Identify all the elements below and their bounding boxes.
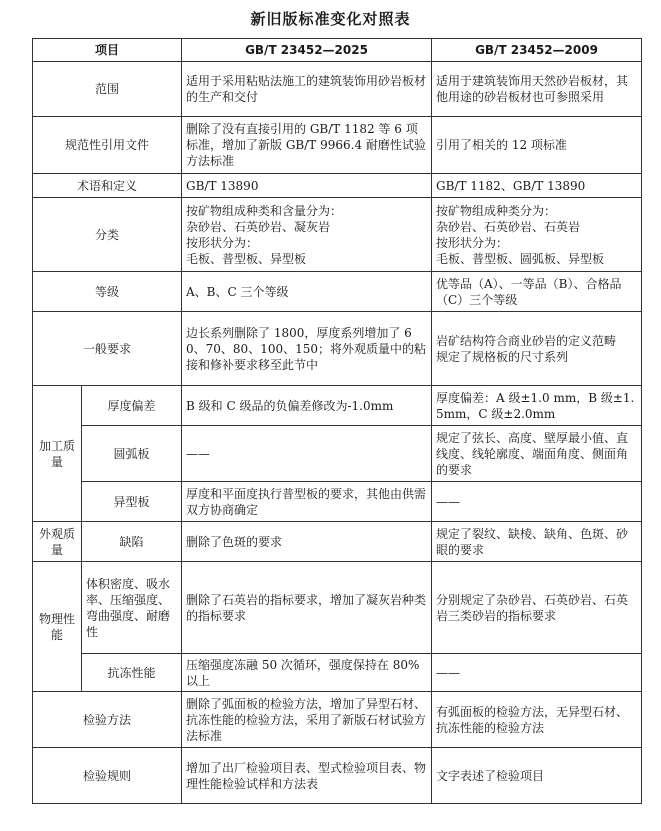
- row-physical-indicators: [33, 562, 642, 654]
- old-standard-cell: 分别规定了杂砂岩、石英砂岩、石英岩三类砂岩的指标要求: [432, 562, 642, 654]
- text-line: 杂砂岩、石英砂岩、凝灰岩: [186, 219, 331, 234]
- text-line: 杂砂岩、石英砂岩、石英岩: [436, 219, 581, 234]
- new-standard-cell: 删除了弧面板的检验方法，增加了异型石材、抗冻性能的检验方法，采用了新版石材试验方法标准: [182, 692, 432, 748]
- row-test-method: [33, 692, 642, 748]
- row-label: 规范性引用文件: [33, 117, 182, 174]
- new-standard-cell: 删除了色斑的要求: [182, 522, 432, 562]
- row-arc-plate: [33, 426, 642, 482]
- old-standard-cell: ——: [432, 654, 642, 692]
- row-scope: [33, 62, 642, 117]
- header-new-standard: GB/T 23452—2025: [182, 39, 432, 62]
- category-processing-quality: 加工质量: [33, 386, 82, 522]
- row-special-shaped-plate: [33, 482, 642, 522]
- text-line: 毛板、普型板、圆弧板、异型板: [436, 251, 605, 266]
- row-label: 范围: [33, 62, 182, 117]
- new-standard-cell: GB/T 13890: [182, 174, 432, 198]
- old-standard-cell: 厚度偏差：A 级±1.0 mm，B 级±1.5mm，C 级±2.0mm: [432, 386, 642, 426]
- category-physical-properties: 物理性能: [33, 562, 82, 692]
- row-defect: [33, 522, 642, 562]
- row-label: 等级: [33, 272, 182, 312]
- header-item: 项目: [33, 39, 182, 62]
- old-standard-cell: ——: [432, 482, 642, 522]
- row-terms: [33, 174, 642, 198]
- text-line: 按矿物组成种类分为：: [436, 203, 557, 218]
- old-standard-cell: 文字表述了检验项目: [432, 748, 642, 804]
- row-grade: [33, 272, 642, 312]
- old-standard-cell: 引用了相关的 12 项标准: [432, 117, 642, 174]
- old-standard-cell: GB/T 1182、GB/T 13890: [432, 174, 642, 198]
- text-line: 毛板、普型板、异型板: [186, 251, 307, 266]
- new-standard-cell: 适用于采用粘贴法施工的建筑装饰用砂岩板材的生产和交付: [182, 62, 432, 117]
- text-line: 按矿物组成种类和含量分为：: [186, 203, 343, 218]
- new-standard-cell: 删除了石英岩的指标要求，增加了凝灰岩种类的指标要求: [182, 562, 432, 654]
- category-appearance-quality: 外观质量: [33, 522, 82, 562]
- document-title: 新旧版标准变化对照表: [250, 10, 411, 28]
- sub-item-label: 体积密度、吸水率、压缩强度、弯曲强度、耐磨性: [82, 562, 182, 654]
- old-standard-cell: 有弧面板的检验方法，无异型石材、抗冻性能的检验方法: [432, 692, 642, 748]
- new-standard-cell: [182, 198, 432, 272]
- sub-item-label: 缺陷: [82, 522, 182, 562]
- text-line: 按形状分为：: [436, 235, 509, 250]
- new-standard-cell: 删除了没有直接引用的 GB/T 1182 等 6 项标准，增加了新版 GB/T 9966.4 耐磨性试验方法标准: [182, 117, 432, 174]
- sub-item-label: 厚度偏差: [82, 386, 182, 426]
- header-old-standard: GB/T 23452—2009: [432, 39, 642, 62]
- comparison-table: [32, 38, 642, 804]
- sub-item-label: 圆弧板: [82, 426, 182, 482]
- row-general-requirements: [33, 312, 642, 386]
- header-row: [33, 39, 642, 62]
- row-label: 检验方法: [33, 692, 182, 748]
- old-standard-cell: 优等品（A）、一等品（B）、合格品（C）三个等级: [432, 272, 642, 312]
- new-standard-cell: ——: [182, 426, 432, 482]
- sub-item-label: 异型板: [82, 482, 182, 522]
- new-standard-cell: A、B、C 三个等级: [182, 272, 432, 312]
- row-label: 分类: [33, 198, 182, 272]
- new-standard-cell: B 级和 C 级品的负偏差修改为-1.0mm: [182, 386, 432, 426]
- old-standard-cell: 规定了弦长、高度、壁厚最小值、直线度、线轮廓度、端面角度、侧面角的要求: [432, 426, 642, 482]
- row-references: [33, 117, 642, 174]
- text-line: 岩矿结构符合商业砂岩的定义范畴: [436, 333, 617, 348]
- old-standard-cell: [432, 198, 642, 272]
- row-classification: [33, 198, 642, 272]
- row-thickness-deviation: [33, 386, 642, 426]
- new-standard-cell: 增加了出厂检验项目表、型式检验项目表、物理性能检验试样和方法表: [182, 748, 432, 804]
- old-standard-cell: 适用于建筑装饰用天然砂岩板材，其他用途的砂岩板材也可参照采用: [432, 62, 642, 117]
- row-frost-resistance: [33, 654, 642, 692]
- new-standard-cell: 边长系列删除了 1800，厚度系列增加了 60、70、80、100、150；将外观质量中的粘接和修补要求移至此节中: [182, 312, 432, 386]
- row-inspection-rules: [33, 748, 642, 804]
- new-standard-cell: 厚度和平面度执行普型板的要求，其他由供需双方协商确定: [182, 482, 432, 522]
- new-standard-cell: 压缩强度冻融 50 次循环，强度保持在 80%以上: [182, 654, 432, 692]
- old-standard-cell: 规定了裂纹、缺棱、缺角、色斑、砂眼的要求: [432, 522, 642, 562]
- row-label: 术语和定义: [33, 174, 182, 198]
- text-line: 按形状分为：: [186, 235, 259, 250]
- sub-item-label: 抗冻性能: [82, 654, 182, 692]
- old-standard-cell: [432, 312, 642, 386]
- row-label: 一般要求: [33, 312, 182, 386]
- row-label: 检验规则: [33, 748, 182, 804]
- text-line: 规定了规格板的尺寸系列: [436, 349, 569, 364]
